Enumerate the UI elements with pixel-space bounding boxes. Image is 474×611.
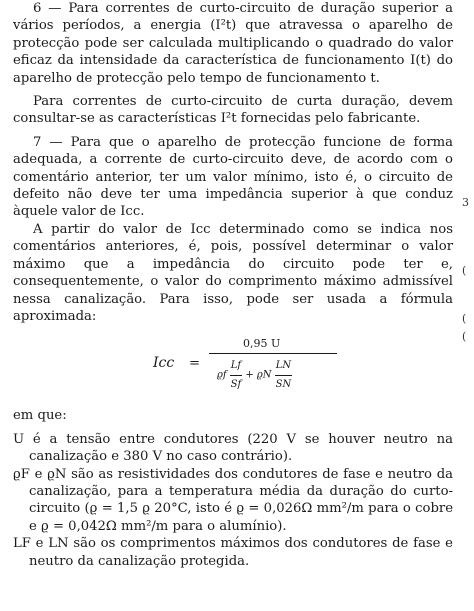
den-L-f: Lf xyxy=(230,357,242,375)
paragraph-6a: 6 — Para correntes de curto-circuito de duração superior a vários períodos, a energia (I²t) que atravessa o aparelho de protecção pode ser calculada multiplicando o quadrado do valor eficaz da intensidade da característica de funcionamento I(t) do aparelho de protecção pelo tempo de funcionamento t. xyxy=(13,1,453,86)
den-rho-n: ϱN xyxy=(256,369,272,381)
formula-lhs: Icc xyxy=(153,355,175,372)
den-frac-n xyxy=(275,357,292,393)
den-frac-f xyxy=(230,357,242,393)
paragraph-6b: Para correntes de curto-circuito de curta duração, devem consultar-se as características I²t fornecidas pelo fabricante. xyxy=(13,94,453,127)
den-rho-f: ϱf xyxy=(217,369,227,381)
den-S-n: SN xyxy=(275,378,292,390)
em-que-label: em que: xyxy=(13,408,67,424)
formula-fraction-bar xyxy=(209,353,337,354)
formula-denominator xyxy=(217,357,292,393)
paragraph-7b: A partir do valor de Icc determinado como se indica nos comentários anteriores, é, pois, possível determinar o valor máximo que a impedância do circuito pode ter e, consequentemente, o valor do comprimento máximo admissível nessa canalização. Para isso, pode ser usada a fórmula aproximada: xyxy=(13,221,453,324)
text-column xyxy=(13,0,453,570)
formula-numerator: 0,95 U xyxy=(243,337,281,351)
paragraph-7a: 7 — Para que o aparelho de protecção funcione de forma adequada, a corrente de curto-circuito deve, de acordo com o comentário anterior, ter um valor mínimo, isto é, o circuito de defeito não deve ter uma impedância superior à que conduz àquele valor de Icc. xyxy=(13,134,453,220)
formula-equals: = xyxy=(189,356,201,372)
den-S-f: Sf xyxy=(230,378,242,390)
formula-icc xyxy=(13,335,453,399)
definition-L: LF e LN são os comprimentos máximos dos condutores de fase e neutro da canalização protegida. xyxy=(13,536,453,569)
edge-mark-2: ( xyxy=(462,312,467,325)
edge-mark-0: 3 xyxy=(462,196,469,209)
edge-mark-1: ( xyxy=(462,264,467,277)
den-L-n: LN xyxy=(275,357,292,375)
den-plus: + xyxy=(245,369,254,381)
edge-mark-3: ( xyxy=(462,330,467,343)
definition-U: U é a tensão entre condutores (220 V se houver neutro na canalização e 380 V no caso contrário). xyxy=(13,431,453,465)
definition-rho: ϱF e ϱN são as resistividades dos condutores de fase e neutro da canalização, para a temperatura média da duração do curto-circuito (ϱ = 1,5 ϱ 20°C, isto é ϱ = 0,026Ω mm²/m para o cobre e ϱ = 0,042Ω mm²/m para o alumínio). xyxy=(13,466,453,534)
